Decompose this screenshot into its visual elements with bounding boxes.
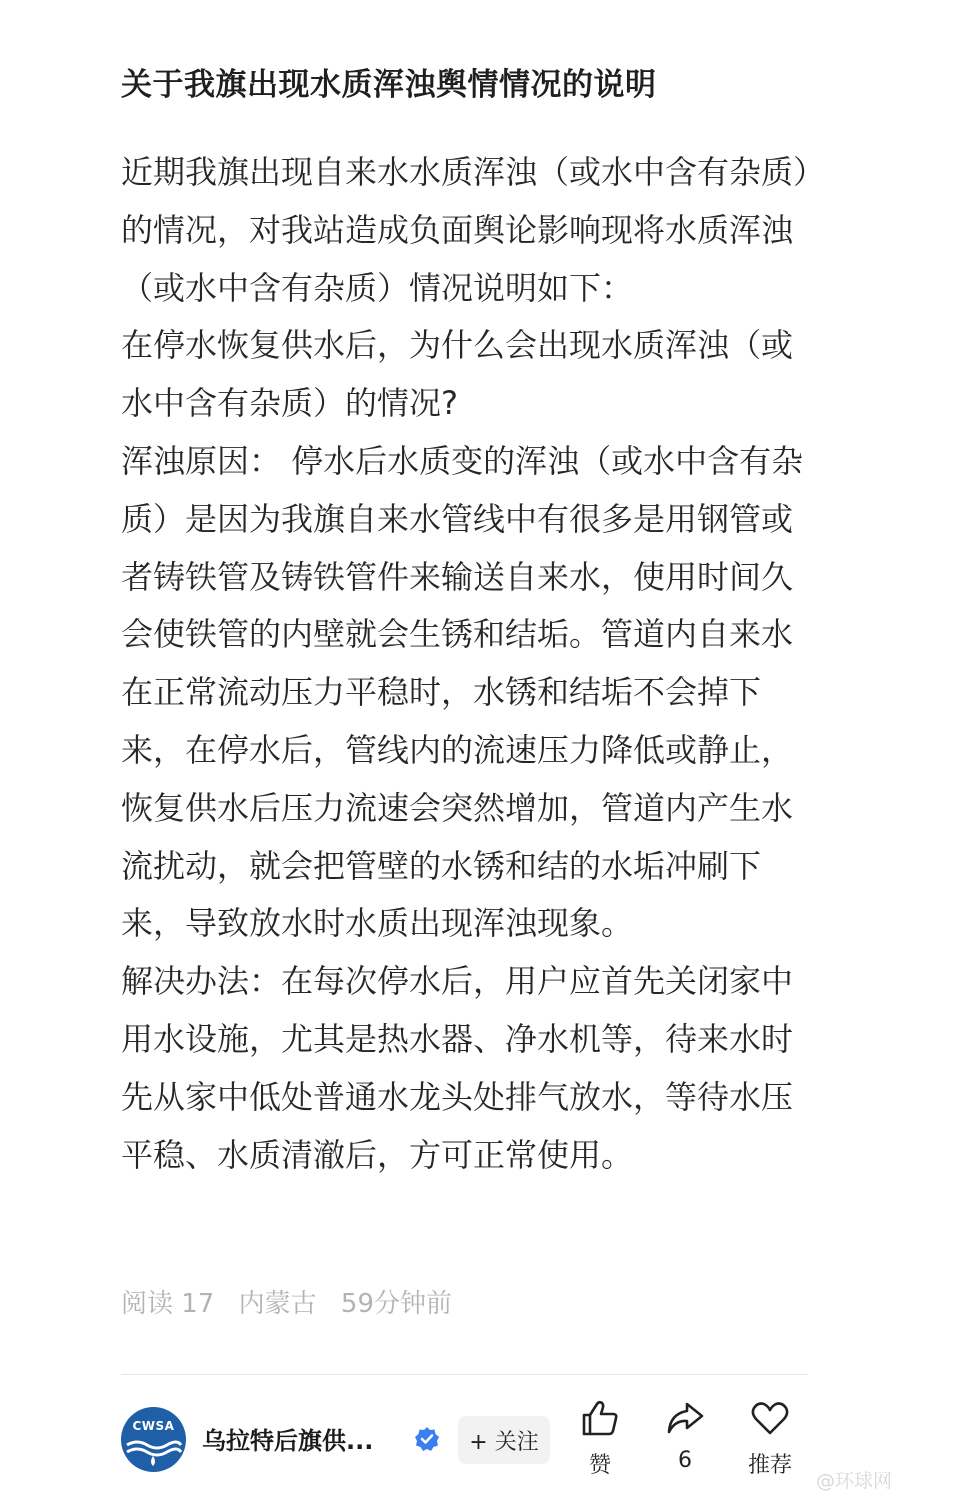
follow-button[interactable]: + 关注: [458, 1416, 550, 1464]
article-meta: [121, 1284, 468, 1324]
verified-badge-icon: [414, 1426, 440, 1452]
divider: [121, 1374, 808, 1375]
avatar[interactable]: [121, 1407, 186, 1472]
like-button[interactable]: [565, 1398, 635, 1479]
like-label: 赞: [588, 1453, 611, 1478]
location: 内蒙古: [238, 1289, 317, 1319]
article-title: 关于我旗出现水质浑浊舆情情况的说明: [121, 67, 657, 103]
share-icon: [665, 1398, 705, 1438]
article-paragraph: 解决办法：在每次停水后，用户应首先关闭家中用水设施，尤其是热水器、净水机等，待来水时先从家中低处普通水龙头处排气放水，等待水压平稳、水质清澈后，方可正常使用。: [121, 962, 794, 1174]
recommend-button[interactable]: [735, 1398, 805, 1479]
article-body: [121, 144, 821, 1184]
water-wave-icon: [121, 1435, 186, 1472]
footer-bar: [121, 1376, 841, 1500]
account-name[interactable]: 乌拉特后旗供...: [202, 1427, 374, 1455]
post-time: 59分钟前: [340, 1289, 452, 1319]
thumbs-up-icon: [580, 1398, 620, 1438]
recommend-label: 推荐: [747, 1453, 792, 1478]
article-paragraph: 近期我旗出现自来水水质浑浊（或水中含有杂质）的情况，对我站造成负面舆论影响现将水质浑浊（或水中含有杂质）情况说明如下：: [121, 153, 810, 307]
share-count: 6: [678, 1448, 692, 1473]
article: [121, 62, 821, 1184]
watermark: @环球网: [816, 1470, 893, 1492]
heart-icon: [750, 1398, 790, 1438]
avatar-logo-text: CWSA: [132, 1419, 175, 1433]
read-count: 阅读 17: [121, 1289, 215, 1319]
article-paragraph: 在停水恢复供水后，为什么会出现水质浑浊（或水中含有杂质）的情况?: [121, 326, 794, 423]
share-button[interactable]: [650, 1398, 720, 1473]
article-paragraph: 浑浊原因： 停水后水质变的浑浊（或水中含有杂质）是因为我旗自来水管线中有很多是用钢管或者铸铁管及铸铁管件来输送自来水，使用时间久会使铁管的内壁就会生锈和结垢。管道内自来水在正常流动压力平稳时，水锈和结垢不会掉下来，在停水后，管线内的流速压力降低或静止，恢复供水后压力流速会突然增加，管道内产生水流扰动，就会把管壁的水锈和结的水垢冲刷下来，导致放水时水质出现浑浊现象。: [121, 441, 804, 943]
